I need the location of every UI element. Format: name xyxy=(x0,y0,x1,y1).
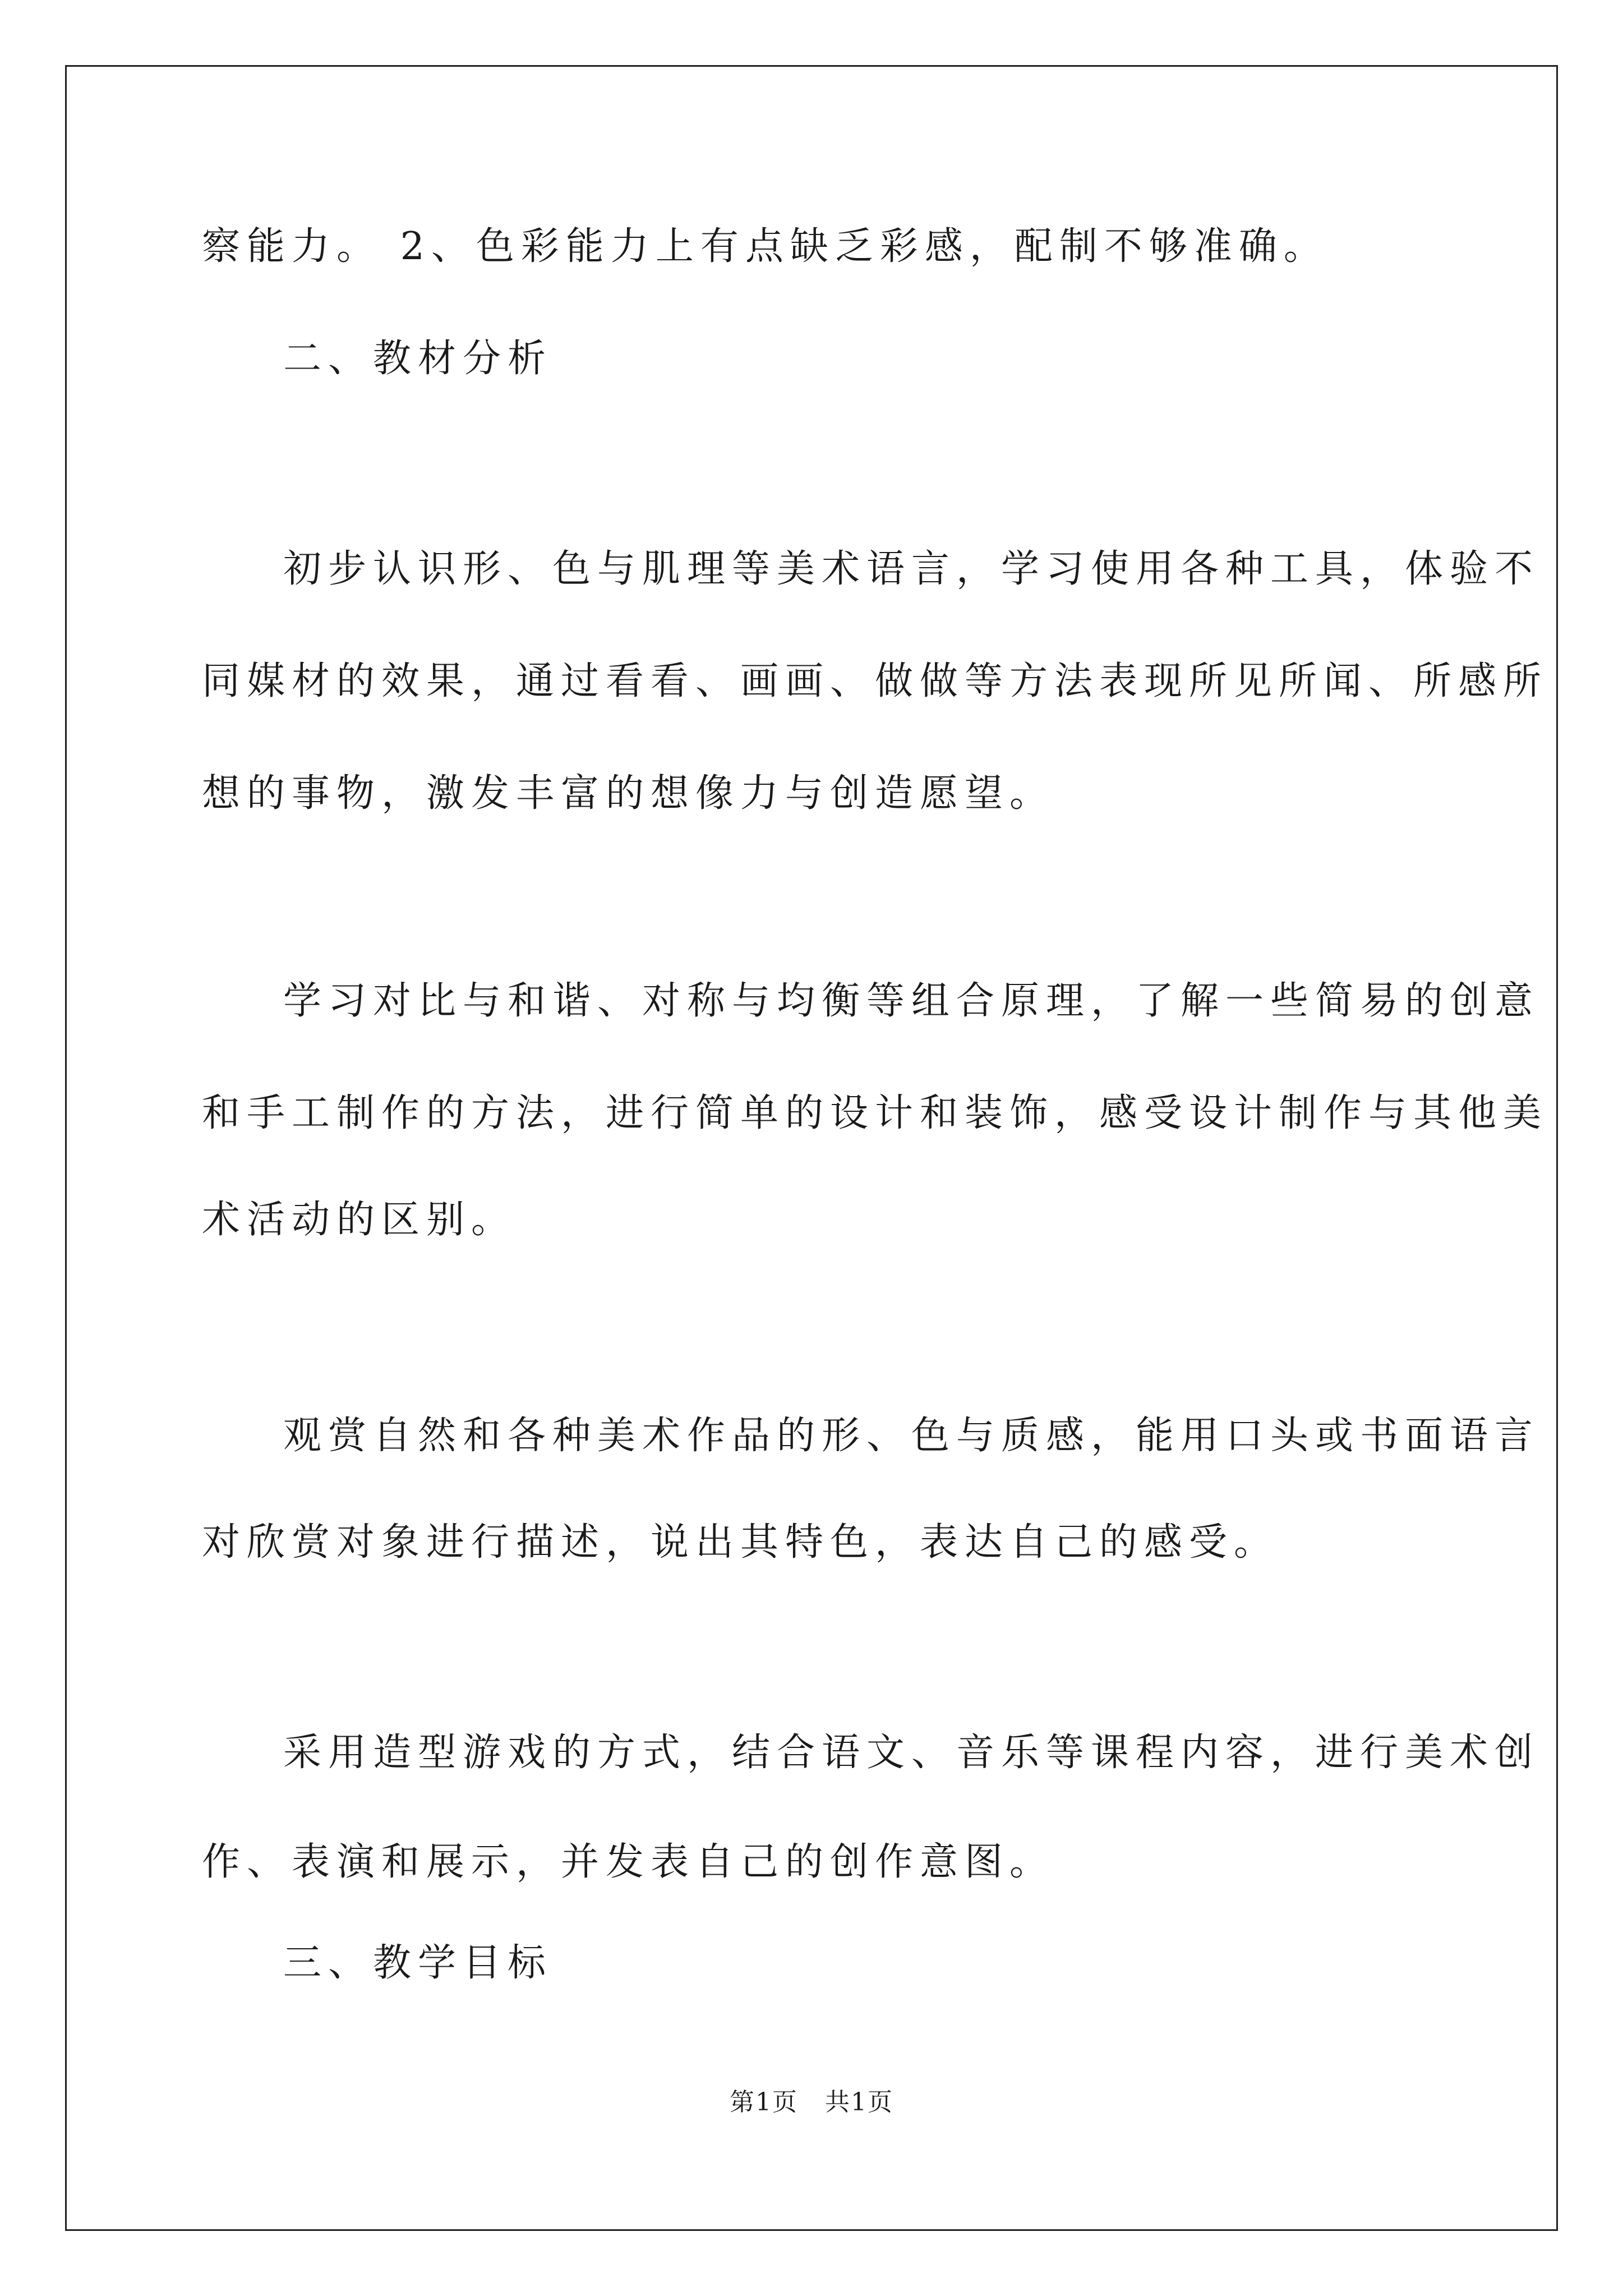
text-line: 观赏自然和各种美术作品的形、色与质感，能用口头或书面语言 xyxy=(283,1414,1540,1458)
text-line: 采用造型游戏的方式，结合语文、音乐等课程内容，进行美术创 xyxy=(283,1731,1540,1775)
page-border xyxy=(65,65,1558,2231)
text-line: 术活动的区别。 xyxy=(202,1198,517,1242)
text-line: 学习对比与和谐、对称与均衡等组合原理，了解一些简易的创意 xyxy=(283,979,1540,1023)
text-line: 察能力。 2、色彩能力上有点缺乏彩感，配制不够准确。 xyxy=(202,224,1329,269)
section-heading: 二、教材分析 xyxy=(283,337,553,381)
page-footer xyxy=(0,2087,1623,2118)
text-line: 初步认识形、色与肌理等美术语言，学习使用各种工具，体验不 xyxy=(283,547,1540,591)
text-line: 作、表演和展示，并发表自己的创作意图。 xyxy=(202,1840,1055,1884)
page-total: 共1页 xyxy=(825,2088,893,2116)
section-heading: 三、教学目标 xyxy=(283,1941,553,1985)
text-line: 和手工制作的方法，进行简单的设计和装饰，感受设计制作与其他美 xyxy=(202,1091,1548,1135)
text-line: 同媒材的效果，通过看看、画画、做做等方法表现所见所闻、所感所 xyxy=(202,659,1548,703)
text-line: 想的事物，激发丰富的想像力与创造愿望。 xyxy=(202,771,1055,816)
text-line: 对欣赏对象进行描述，说出其特色，表达自己的感受。 xyxy=(202,1520,1279,1565)
page-number: 第1页 xyxy=(730,2088,798,2116)
